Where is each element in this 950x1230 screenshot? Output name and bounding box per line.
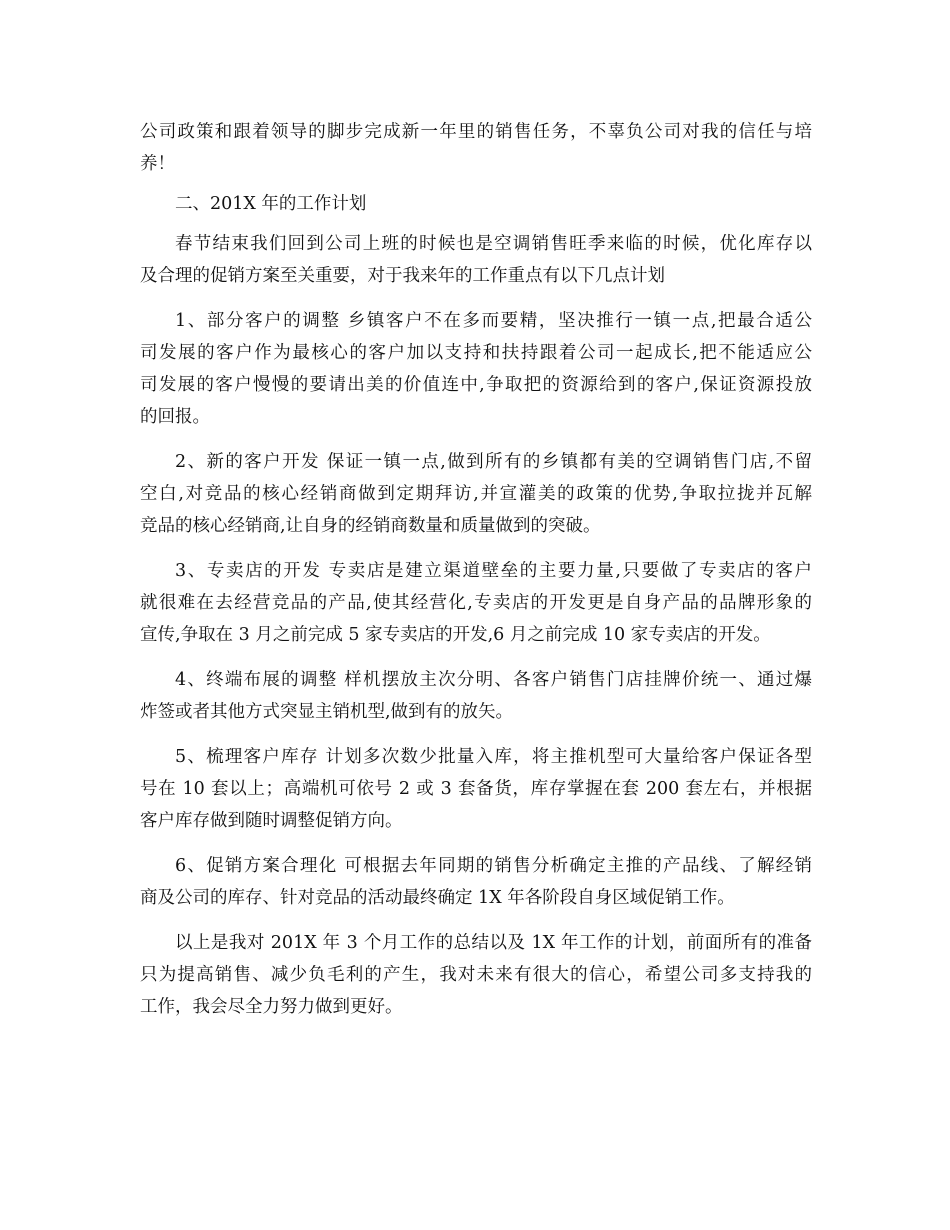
text-line: 以上是我对 201X 年 3 个月工作的总结以及 1X 年工作的计划，前面所有的准备 bbox=[175, 933, 812, 953]
list-item-line: 宣传,争取在 3 月之前完成 5 家专卖店的开发,6 月之前完成 10 家专卖店的开发。 bbox=[140, 625, 771, 645]
list-item-line: 的回报。 bbox=[140, 407, 210, 427]
list-item-line: 4、终端布展的调整 样机摆放主次分明、各客户销售门店挂牌价统一、通过爆 bbox=[175, 670, 812, 690]
text-line: 公司政策和跟着领导的脚步完成新一年里的销售任务，不辜负公司对我的信任与培 bbox=[140, 122, 812, 142]
text-line: 工作，我会尽全力努力做到更好。 bbox=[140, 997, 403, 1017]
list-item-line: 竞品的核心经销商,让自身的经销商数量和质量做到的突破。 bbox=[140, 516, 601, 536]
text-line: 养！ bbox=[140, 154, 175, 174]
list-item-line: 6、促销方案合理化 可根据去年同期的销售分析确定主推的产品线、了解经销 bbox=[175, 856, 812, 876]
list-item-line: 商及公司的库存、针对竞品的活动最终确定 1X 年各阶段自身区域促销工作。 bbox=[140, 888, 735, 908]
section-heading: 二、201X 年的工作计划 bbox=[175, 194, 367, 214]
list-item-line: 司发展的客户作为最核心的客户加以支持和扶持跟着公司一起成长,把不能适应公 bbox=[140, 343, 812, 363]
list-item-line: 1、部分客户的调整 乡镇客户不在多而要精，坚决推行一镇一点,把最合适公 bbox=[175, 311, 812, 331]
list-item-line: 2、新的客户开发 保证一镇一点,做到所有的乡镇都有美的空调销售门店,不留 bbox=[175, 452, 812, 472]
list-item-line: 3、专卖店的开发 专卖店是建立渠道壁垒的主要力量,只要做了专卖店的客户 bbox=[175, 561, 812, 581]
text-line: 及合理的促销方案至关重要，对于我来年的工作重点有以下几点计划 bbox=[140, 266, 665, 286]
text-line: 春节结束我们回到公司上班的时候也是空调销售旺季来临的时候，优化库存以 bbox=[175, 234, 812, 254]
list-item-line: 空白,对竞品的核心经销商做到定期拜访,并宣灌美的政策的优势,争取拉拢并瓦解 bbox=[140, 484, 812, 504]
list-item-line: 炸签或者其他方式突显主销机型,做到有的放矢。 bbox=[140, 702, 514, 722]
document-body bbox=[140, 116, 812, 1023]
list-item-line: 就很难在去经营竞品的产品,使其经营化,专卖店的开发更是自身产品的品牌形象的 bbox=[140, 593, 812, 613]
list-item-line: 客户库存做到随时调整促销方向。 bbox=[140, 811, 403, 831]
list-item-line: 司发展的客户慢慢的要请出美的价值连中,争取把的资源给到的客户,保证资源投放 bbox=[140, 375, 812, 395]
text-line: 只为提高销售、减少负毛利的产生，我对未来有很大的信心，希望公司多支持我的 bbox=[140, 965, 812, 985]
list-item-line: 5、梳理客户库存 计划多次数少批量入库，将主推机型可大量给客户保证各型 bbox=[175, 747, 812, 767]
list-item-line: 号在 10 套以上；高端机可依号 2 或 3 套备货，库存掌握在套 200 套左右，并根据 bbox=[140, 779, 812, 799]
